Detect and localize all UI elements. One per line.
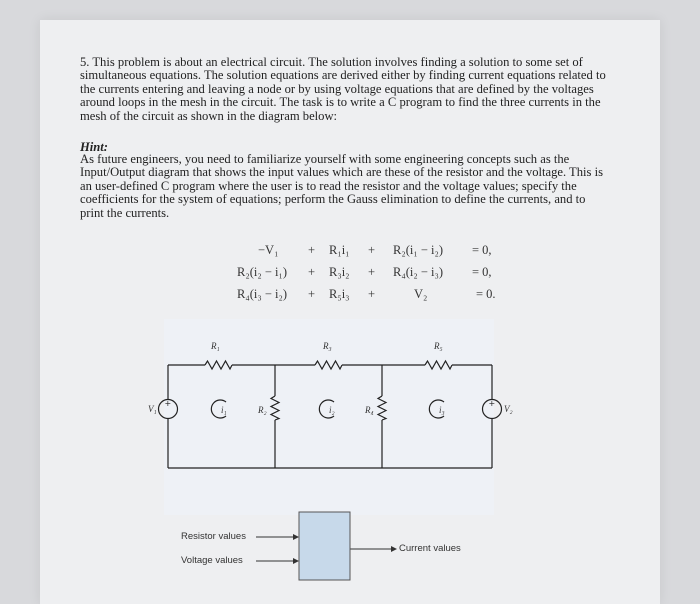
arrowhead bbox=[293, 558, 299, 564]
hint-title: Hint: bbox=[80, 140, 108, 154]
label-i1: i₁ bbox=[221, 405, 227, 415]
c-program-box bbox=[299, 512, 350, 580]
label-r4: R₄ bbox=[365, 405, 374, 415]
eq-plus: + bbox=[308, 243, 316, 257]
label-r3: R₃ bbox=[323, 341, 332, 351]
eq-plus: + bbox=[368, 287, 376, 301]
label-v1: V₁ bbox=[148, 404, 157, 414]
eq-plus: + bbox=[368, 243, 376, 257]
eq-row3-rhs: = 0. bbox=[476, 287, 496, 301]
arrowhead bbox=[391, 546, 397, 552]
output-label-current: Current values bbox=[399, 543, 461, 554]
eq-plus: + bbox=[368, 265, 376, 279]
label-r5: R₅ bbox=[434, 341, 443, 351]
input-label-resistor: Resistor values bbox=[181, 531, 246, 542]
plus-sign: + bbox=[488, 399, 496, 408]
eq-row3-term1: R₄(i₃ − i₂) bbox=[237, 287, 287, 301]
eq-row1-rhs: = 0, bbox=[472, 243, 492, 257]
eq-row2-term3: R₄(i₂ − i₃) bbox=[393, 265, 443, 279]
label-v2: V₂ bbox=[504, 404, 513, 414]
eq-row1-term2: R₁i₁ bbox=[329, 243, 350, 257]
label-i2: i₂ bbox=[329, 405, 335, 415]
arrowhead bbox=[293, 534, 299, 540]
eq-row3-term3: V₂ bbox=[414, 287, 428, 301]
eq-row2-rhs: = 0, bbox=[472, 265, 492, 279]
hint-text: As future engineers, you need to familiarize yourself with some engineering concepts such as the Input/Output diagram that shows the input values which are these of the resistor and the voltage. This is an user-defined C program where the user is to read the resistor and the voltage values; specify the coefficients for the system of equations; perform the Gauss elimination to define the currents, and to print the currents. bbox=[80, 152, 603, 220]
label-i3: i₃ bbox=[439, 405, 445, 415]
eq-row2-term2: R₃i₂ bbox=[329, 265, 350, 279]
eq-plus: + bbox=[308, 265, 316, 279]
problem-statement: 5. This problem is about an electrical circuit. The solution involves finding a solution to some set of simultaneous equations. The solution equations are derived either by finding current equations related to the currents entering and leaving a node or by using voltage equations that are defined by the voltages around loops in the mesh in the circuit. The task is to write a C program to find the three currents in the mesh of the circuit as shown in the diagram below: bbox=[80, 55, 606, 123]
eq-row3-term2: R₅i₃ bbox=[329, 287, 350, 301]
label-r2: R₂ bbox=[258, 405, 267, 415]
eq-row1-term1: −V₁ bbox=[258, 243, 279, 257]
label-r1: R₁ bbox=[211, 341, 220, 351]
eq-plus: + bbox=[308, 287, 316, 301]
eq-row1-term3: R₂(i₁ − i₂) bbox=[393, 243, 443, 257]
input-label-voltage: Voltage values bbox=[181, 555, 243, 566]
plus-sign: + bbox=[164, 399, 172, 408]
eq-row2-term1: R₂(i₂ − i₁) bbox=[237, 265, 287, 279]
